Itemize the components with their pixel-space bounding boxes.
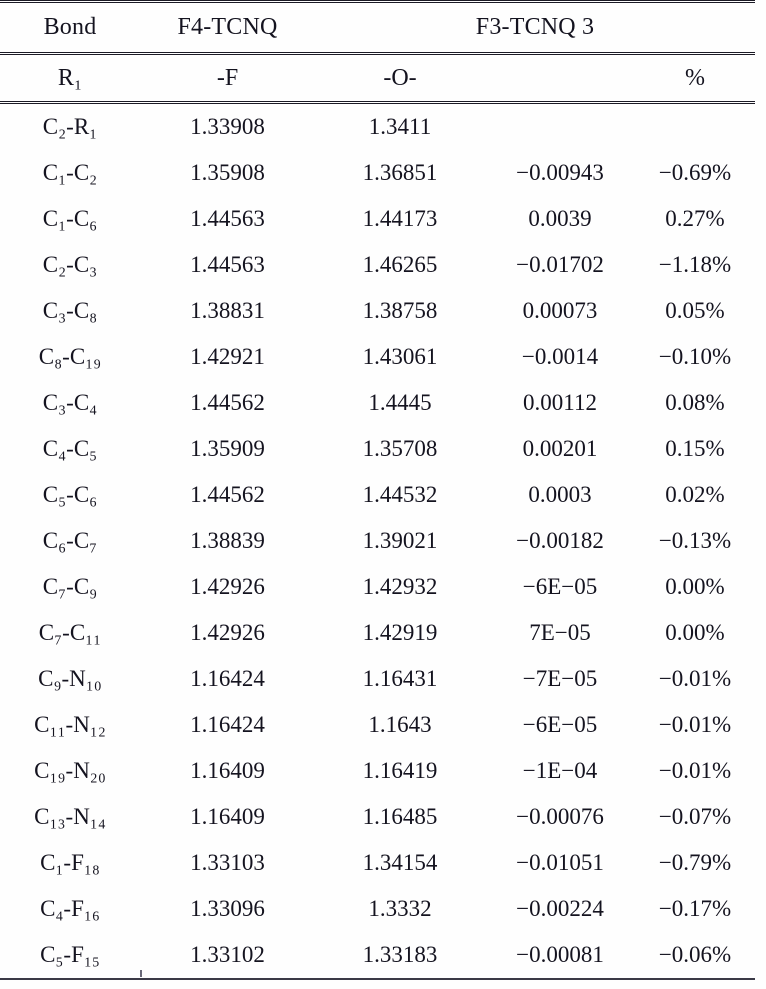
subheader-o: -O- <box>315 54 485 103</box>
column-header-bond: Bond <box>0 2 140 54</box>
cell-percent: 0.05% <box>665 298 725 323</box>
subheader-percent: % <box>635 54 755 103</box>
cell-f4-tcnq: 1.44562 <box>190 390 265 415</box>
cell-f4-tcnq: 1.44563 <box>190 206 265 231</box>
cell-bond: C₁₃-N₁₄ <box>34 804 106 829</box>
cell-f4-tcnq: 1.33103 <box>190 850 265 875</box>
table-row <box>0 242 755 288</box>
table-row <box>0 472 755 518</box>
cell-difference: −1E−04 <box>522 758 598 783</box>
cell-f4-tcnq: 1.35908 <box>190 160 265 185</box>
cell-percent: −0.01% <box>658 758 732 783</box>
cell-difference: −0.00076 <box>516 804 604 829</box>
table-row <box>0 932 755 979</box>
cell-f4-tcnq: 1.35909 <box>190 436 265 461</box>
cell-bond: C₃-C₈ <box>42 298 98 323</box>
cell-bond: C₁₉-N₂₀ <box>34 758 106 783</box>
cell-f4-tcnq: 1.16424 <box>190 712 265 737</box>
table-row <box>0 610 755 656</box>
table-row <box>0 518 755 564</box>
table-row <box>0 426 755 472</box>
cell-bond: C₁₁-N₁₂ <box>34 712 106 737</box>
table-body <box>0 103 755 980</box>
header-row-main <box>0 2 755 54</box>
cell-bond: C₆-C₇ <box>42 528 98 553</box>
cell-f3-tcnq: 1.3332 <box>368 896 432 921</box>
cell-bond: C₅-C₆ <box>42 482 98 507</box>
cell-f3-tcnq: 1.39021 <box>362 528 438 553</box>
table-row <box>0 103 755 151</box>
subheader-f: -F <box>140 54 315 103</box>
cell-f3-tcnq: 1.16485 <box>362 804 438 829</box>
cell-percent: −0.13% <box>658 528 732 553</box>
cell-f3-tcnq: 1.42932 <box>362 574 438 599</box>
cell-difference: −0.00182 <box>516 528 604 553</box>
cell-bond: C₇-C₉ <box>42 574 98 599</box>
cell-f4-tcnq: 1.42926 <box>190 620 265 645</box>
table-row <box>0 380 755 426</box>
cell-f3-tcnq: 1.42919 <box>362 620 438 645</box>
cell-bond: C₈-C₁₉ <box>38 344 102 369</box>
cell-difference: 0.00073 <box>522 298 598 323</box>
cell-difference: −6E−05 <box>522 712 598 737</box>
table-row <box>0 196 755 242</box>
table-row <box>0 702 755 748</box>
cell-f3-tcnq: 1.35708 <box>362 436 438 461</box>
cell-difference: −0.01702 <box>516 252 604 277</box>
cell-percent: −0.79% <box>658 850 732 875</box>
cell-difference: −0.00081 <box>485 932 635 979</box>
table-row <box>0 656 755 702</box>
cell-bond: C₂-C₃ <box>42 252 98 277</box>
cell-bond: C₃-C₄ <box>42 390 98 415</box>
table-row <box>0 748 755 794</box>
cell-bond: C₂-R₁ <box>42 114 98 139</box>
cell-f4-tcnq: 1.38839 <box>190 528 265 553</box>
cell-bond: C₄-F₁₆ <box>40 896 100 921</box>
cell-difference: −6E−05 <box>522 574 598 599</box>
table-row <box>0 564 755 610</box>
cell-bond: C₁-C₂ <box>42 160 98 185</box>
cell-f4-tcnq: 1.44563 <box>190 252 265 277</box>
cell-f3-tcnq: 1.3411 <box>368 114 432 139</box>
cell-difference: −0.01051 <box>516 850 604 875</box>
subheader-r1: R₁ <box>0 54 140 103</box>
cell-f3-tcnq: 1.34154 <box>362 850 438 875</box>
cell-f4-tcnq: 1.38831 <box>190 298 265 323</box>
cell-f4-tcnq: 1.16409 <box>190 758 265 783</box>
cell-percent: 0.02% <box>665 482 725 507</box>
cell-f4-tcnq: 1.33096 <box>190 896 265 921</box>
cell-f3-tcnq: 1.38758 <box>362 298 438 323</box>
cell-bond: C₁-F₁₈ <box>40 850 100 875</box>
cell-percent: −0.01% <box>658 666 732 691</box>
table-row <box>0 840 755 886</box>
cell-percent: −0.01% <box>658 712 732 737</box>
table-row <box>0 794 755 840</box>
cell-difference: 0.0003 <box>528 482 592 507</box>
cell-percent: 0.27% <box>665 206 725 231</box>
cell-f4-tcnq: 1.16424 <box>190 666 265 691</box>
cell-f4-tcnq: 1.33908 <box>190 114 265 139</box>
cell-f3-tcnq: 1.46265 <box>362 252 438 277</box>
cell-f3-tcnq: 1.4445 <box>368 390 432 415</box>
table-row <box>0 150 755 196</box>
cell-f3-tcnq: 1.16419 <box>362 758 438 783</box>
cell-bond: C₇-C₁₁ <box>38 620 102 645</box>
cell-difference <box>485 103 635 151</box>
cell-f3-tcnq: 1.44532 <box>362 482 438 507</box>
cell-f3-tcnq: 1.16431 <box>362 666 438 691</box>
cell-f3-tcnq: 1.43061 <box>362 344 438 369</box>
cell-bond: C₁-C₆ <box>42 206 98 231</box>
cell-difference: 0.00112 <box>523 390 597 415</box>
cell-percent: −1.18% <box>658 252 732 277</box>
cell-f4-tcnq: 1.33102 <box>140 932 315 979</box>
table-row <box>0 288 755 334</box>
cell-percent: −0.17% <box>658 896 732 921</box>
cell-f4-tcnq: 1.44562 <box>190 482 265 507</box>
cell-difference: 0.0039 <box>528 206 592 231</box>
cell-difference: −7E−05 <box>522 666 598 691</box>
table-row <box>0 886 755 932</box>
subheader-blank <box>485 54 635 103</box>
cell-percent: −0.10% <box>658 344 732 369</box>
cell-f3-tcnq: 1.1643 <box>368 712 432 737</box>
cell-f3-tcnq: 1.44173 <box>362 206 438 231</box>
cell-percent: −0.06% <box>635 932 755 979</box>
cell-percent: −0.07% <box>658 804 732 829</box>
table-row <box>0 334 755 380</box>
cell-percent: 0.15% <box>665 436 725 461</box>
cell-difference: −0.0014 <box>521 344 599 369</box>
cell-difference: 0.00201 <box>522 436 598 461</box>
cell-percent: 0.08% <box>665 390 725 415</box>
header-row-sub <box>0 54 755 103</box>
cell-difference: 7E−05 <box>529 620 591 645</box>
cell-f3-tcnq: 1.33183 <box>315 932 485 979</box>
cell-f4-tcnq: 1.42926 <box>190 574 265 599</box>
column-header-f4-tcnq: F4-TCNQ <box>140 2 315 54</box>
cell-bond: C₉-N₁₀ <box>38 666 102 691</box>
cell-bond: C₄-C₅ <box>42 436 98 461</box>
cell-percent: 0.00% <box>665 620 725 645</box>
cell-percent <box>635 103 755 151</box>
column-header-f3-tcnq: F3-TCNQ 3 <box>315 2 755 54</box>
cell-difference: −0.00224 <box>516 896 604 921</box>
cell-f4-tcnq: 1.42921 <box>190 344 265 369</box>
table-header <box>0 2 755 103</box>
cell-difference: −0.00943 <box>516 160 604 185</box>
cell-percent: −0.69% <box>658 160 732 185</box>
cell-f4-tcnq: 1.16409 <box>190 804 265 829</box>
cell-f3-tcnq: 1.36851 <box>362 160 438 185</box>
cell-bond: C₅-F₁₅ <box>0 932 140 979</box>
cell-percent: 0.00% <box>665 574 725 599</box>
rule-tick-mark <box>140 970 142 977</box>
